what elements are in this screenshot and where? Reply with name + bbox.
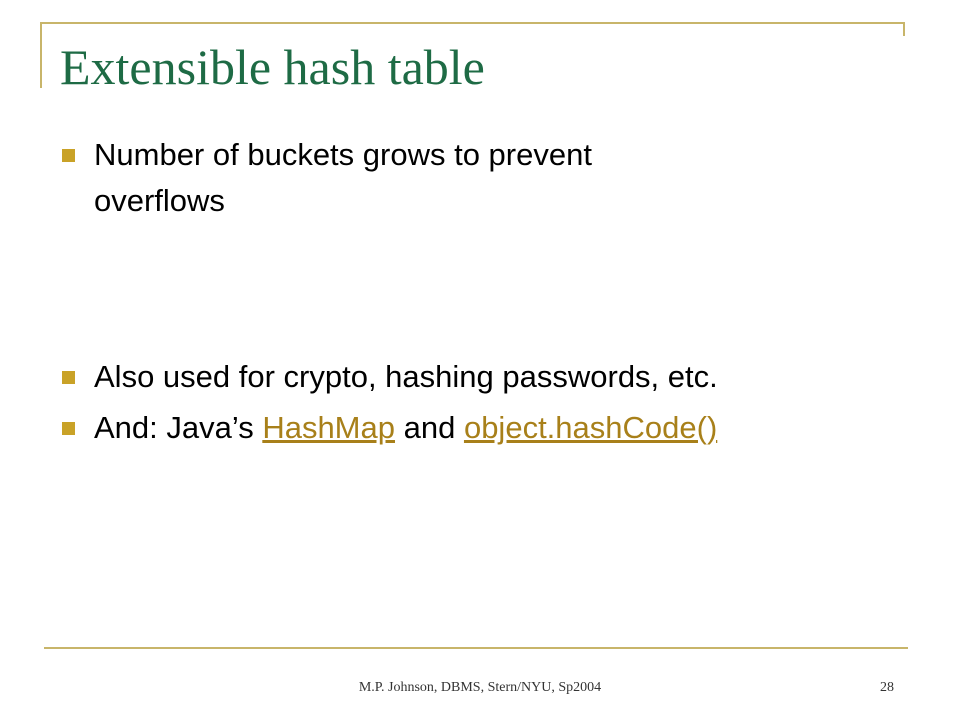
frame-right-tick [903, 22, 905, 36]
frame-top-line [40, 22, 905, 24]
footer-text: M.P. Johnson, DBMS, Stern/NYU, Sp2004 [358, 680, 602, 695]
footer-divider [44, 647, 908, 649]
page-number: 28 [880, 680, 894, 695]
bullet-text-line: overflows [94, 183, 225, 218]
hashcode-link[interactable]: object.hashCode() [463, 410, 718, 445]
bullet-text-prefix: And: Java’s [94, 410, 263, 445]
bullet-text-line: Number of buckets grows to prevent [94, 137, 592, 172]
frame-left-line [40, 22, 42, 88]
square-bullet-icon [62, 149, 75, 162]
bullet-text [94, 405, 717, 451]
bullet-text [94, 132, 592, 224]
bullet-text-middle: and [395, 410, 464, 445]
square-bullet-icon [62, 422, 75, 435]
slide-title: Extensible hash table [60, 39, 485, 95]
square-bullet-icon [62, 371, 75, 384]
bullet-text: Also used for crypto, hashing passwords, etc. [94, 359, 718, 394]
hashmap-link[interactable]: HashMap [262, 410, 395, 445]
